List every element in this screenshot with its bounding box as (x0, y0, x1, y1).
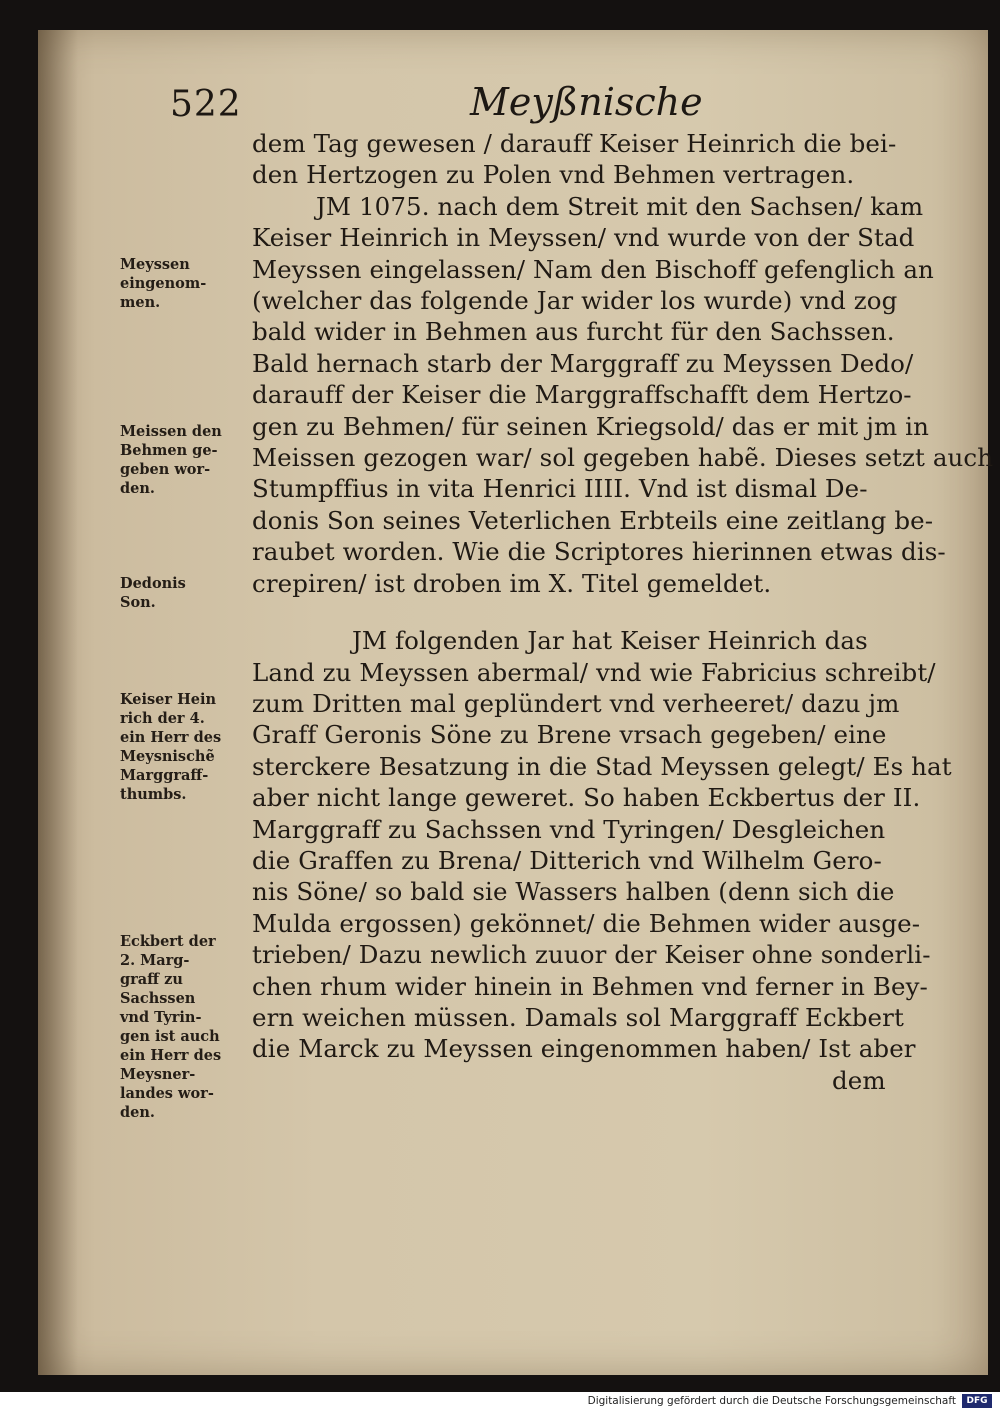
text-line: Land zu Meyssen abermal/ vnd wie Fabricius schreibt/ (252, 657, 936, 687)
text-line: Meissen gezogen war/ sol gegeben habẽ. Dieses setzt auch (252, 443, 994, 473)
text-line: dem Tag gewesen / darauff Keiser Heinrich die bei- (252, 129, 897, 158)
paragraph-gap (252, 599, 892, 625)
margin-note-line: gen ist auch (120, 1028, 220, 1045)
margin-note (120, 422, 258, 498)
text-line: Graff Geronis Söne zu Brene vrsach gegeben/ eine (252, 720, 887, 750)
margin-note-line: Marggraff- (120, 767, 209, 784)
margin-note-line: ein Herr des (120, 1047, 222, 1064)
text-line: Marggraff zu Sachssen vnd Tyringen/ Desgleichen (252, 814, 886, 844)
text-line: Bald hernach starb der Marggraff zu Meyssen Dedo/ (252, 348, 914, 378)
margin-note-line: Son. (120, 594, 156, 611)
margin-note-line: eingenom- (120, 275, 207, 292)
text-line: donis Son seines Veterlichen Erbteils eine zeitlang be- (252, 505, 934, 535)
funding-credit: Digitalisierung gefördert durch die Deutsche Forschungsgemeinschaft (587, 1395, 956, 1407)
text-line: Meyssen eingelassen/ Nam den Bischoff gefenglich an (252, 254, 934, 284)
margin-note-line: den. (120, 480, 155, 497)
margin-note (120, 255, 258, 312)
margin-note-line: Meyssen (120, 256, 190, 273)
margin-note-line: vnd Tyrin- (120, 1009, 202, 1026)
text-line: die Marck zu Meyssen eingenommen haben/ Ist aber (252, 1034, 916, 1064)
margin-note-line: Meysnischẽ (120, 748, 215, 765)
margin-note (120, 690, 258, 804)
text-line: crepiren/ ist droben im X. Titel gemeldet. (252, 568, 772, 598)
text-line: die Graffen zu Brena/ Ditterich vnd Wilhelm Gero- (252, 845, 882, 875)
margin-note-line: ein Herr des (120, 729, 222, 746)
text-line: JM 1075. nach dem Streit mit den Sachsen/ kam (316, 191, 924, 221)
margin-note-line: 2. Marg- (120, 952, 190, 969)
margin-note-line: thumbs. (120, 786, 187, 803)
margin-note (120, 932, 258, 1122)
page-number: 522 (170, 84, 242, 125)
footer-bar (0, 1392, 1000, 1412)
text-line: (welcher das folgende Jar wider los wurde) vnd zog (252, 286, 898, 316)
margin-note-line: den. (120, 1104, 155, 1121)
text-line: gen zu Behmen/ für seinen Kriegsold/ das er mit jm in (252, 411, 929, 441)
margin-note-line: landes wor- (120, 1085, 214, 1102)
catchword: dem (832, 1065, 886, 1095)
body-text (252, 128, 994, 1096)
text-line: chen rhum wider hinein in Behmen vnd ferner in Bey- (252, 971, 928, 1001)
text-line: trieben/ Dazu newlich zuuor der Keiser ohne sonderli- (252, 940, 931, 970)
text-line: raubet worden. Wie die Scriptores hierinnen etwas dis- (252, 537, 946, 567)
text-line: JM folgenden Jar hat Keiser Heinrich das (352, 626, 868, 656)
text-line: bald wider in Behmen aus furcht für den Sachssen. (252, 317, 895, 347)
margin-note-line: graff zu (120, 971, 183, 988)
margin-note-line: Keiser Hein (120, 691, 217, 708)
margin-note-line: Eckbert der (120, 933, 216, 950)
running-head: Meyßnische (470, 80, 703, 124)
text-line: darauff der Keiser die Marggraffschafft dem Hertzo- (252, 380, 912, 410)
margin-note-line: Behmen ge- (120, 442, 218, 459)
margin-note-line: Sachssen (120, 990, 196, 1007)
spine-shadow (38, 30, 78, 1375)
margin-note-line: Dedonis (120, 575, 186, 592)
margin-note (120, 574, 258, 612)
text-line: nis Söne/ so bald sie Wassers halben (denn sich die (252, 877, 895, 907)
margin-note-line: men. (120, 294, 161, 311)
text-line: Keiser Heinrich in Meyssen/ vnd wurde von der Stad (252, 223, 915, 253)
margin-note-line: Meysner- (120, 1066, 196, 1083)
text-line: aber nicht lange geweret. So haben Eckbertus der II. (252, 783, 921, 813)
margin-note-line: rich der 4. (120, 710, 205, 727)
text-line: Mulda ergossen) gekönnet/ die Behmen wider ausge- (252, 908, 921, 938)
text-line: den Hertzogen zu Polen vnd Behmen vertragen. (252, 160, 855, 190)
text-line: zum Dritten mal geplündert vnd verheeret/ dazu jm (252, 688, 900, 718)
margin-note-line: geben wor- (120, 461, 211, 478)
margin-note-line: Meissen den (120, 423, 222, 440)
text-line: Stumpffius in vita Henrici IIII. Vnd ist dismal De- (252, 474, 868, 504)
text-line: sterckere Besatzung in die Stad Meyssen gelegt/ Es hat (252, 751, 952, 781)
text-line: ern weichen müssen. Damals sol Marggraff Eckbert (252, 1002, 904, 1032)
dfg-logo-icon: DFG (962, 1394, 992, 1408)
